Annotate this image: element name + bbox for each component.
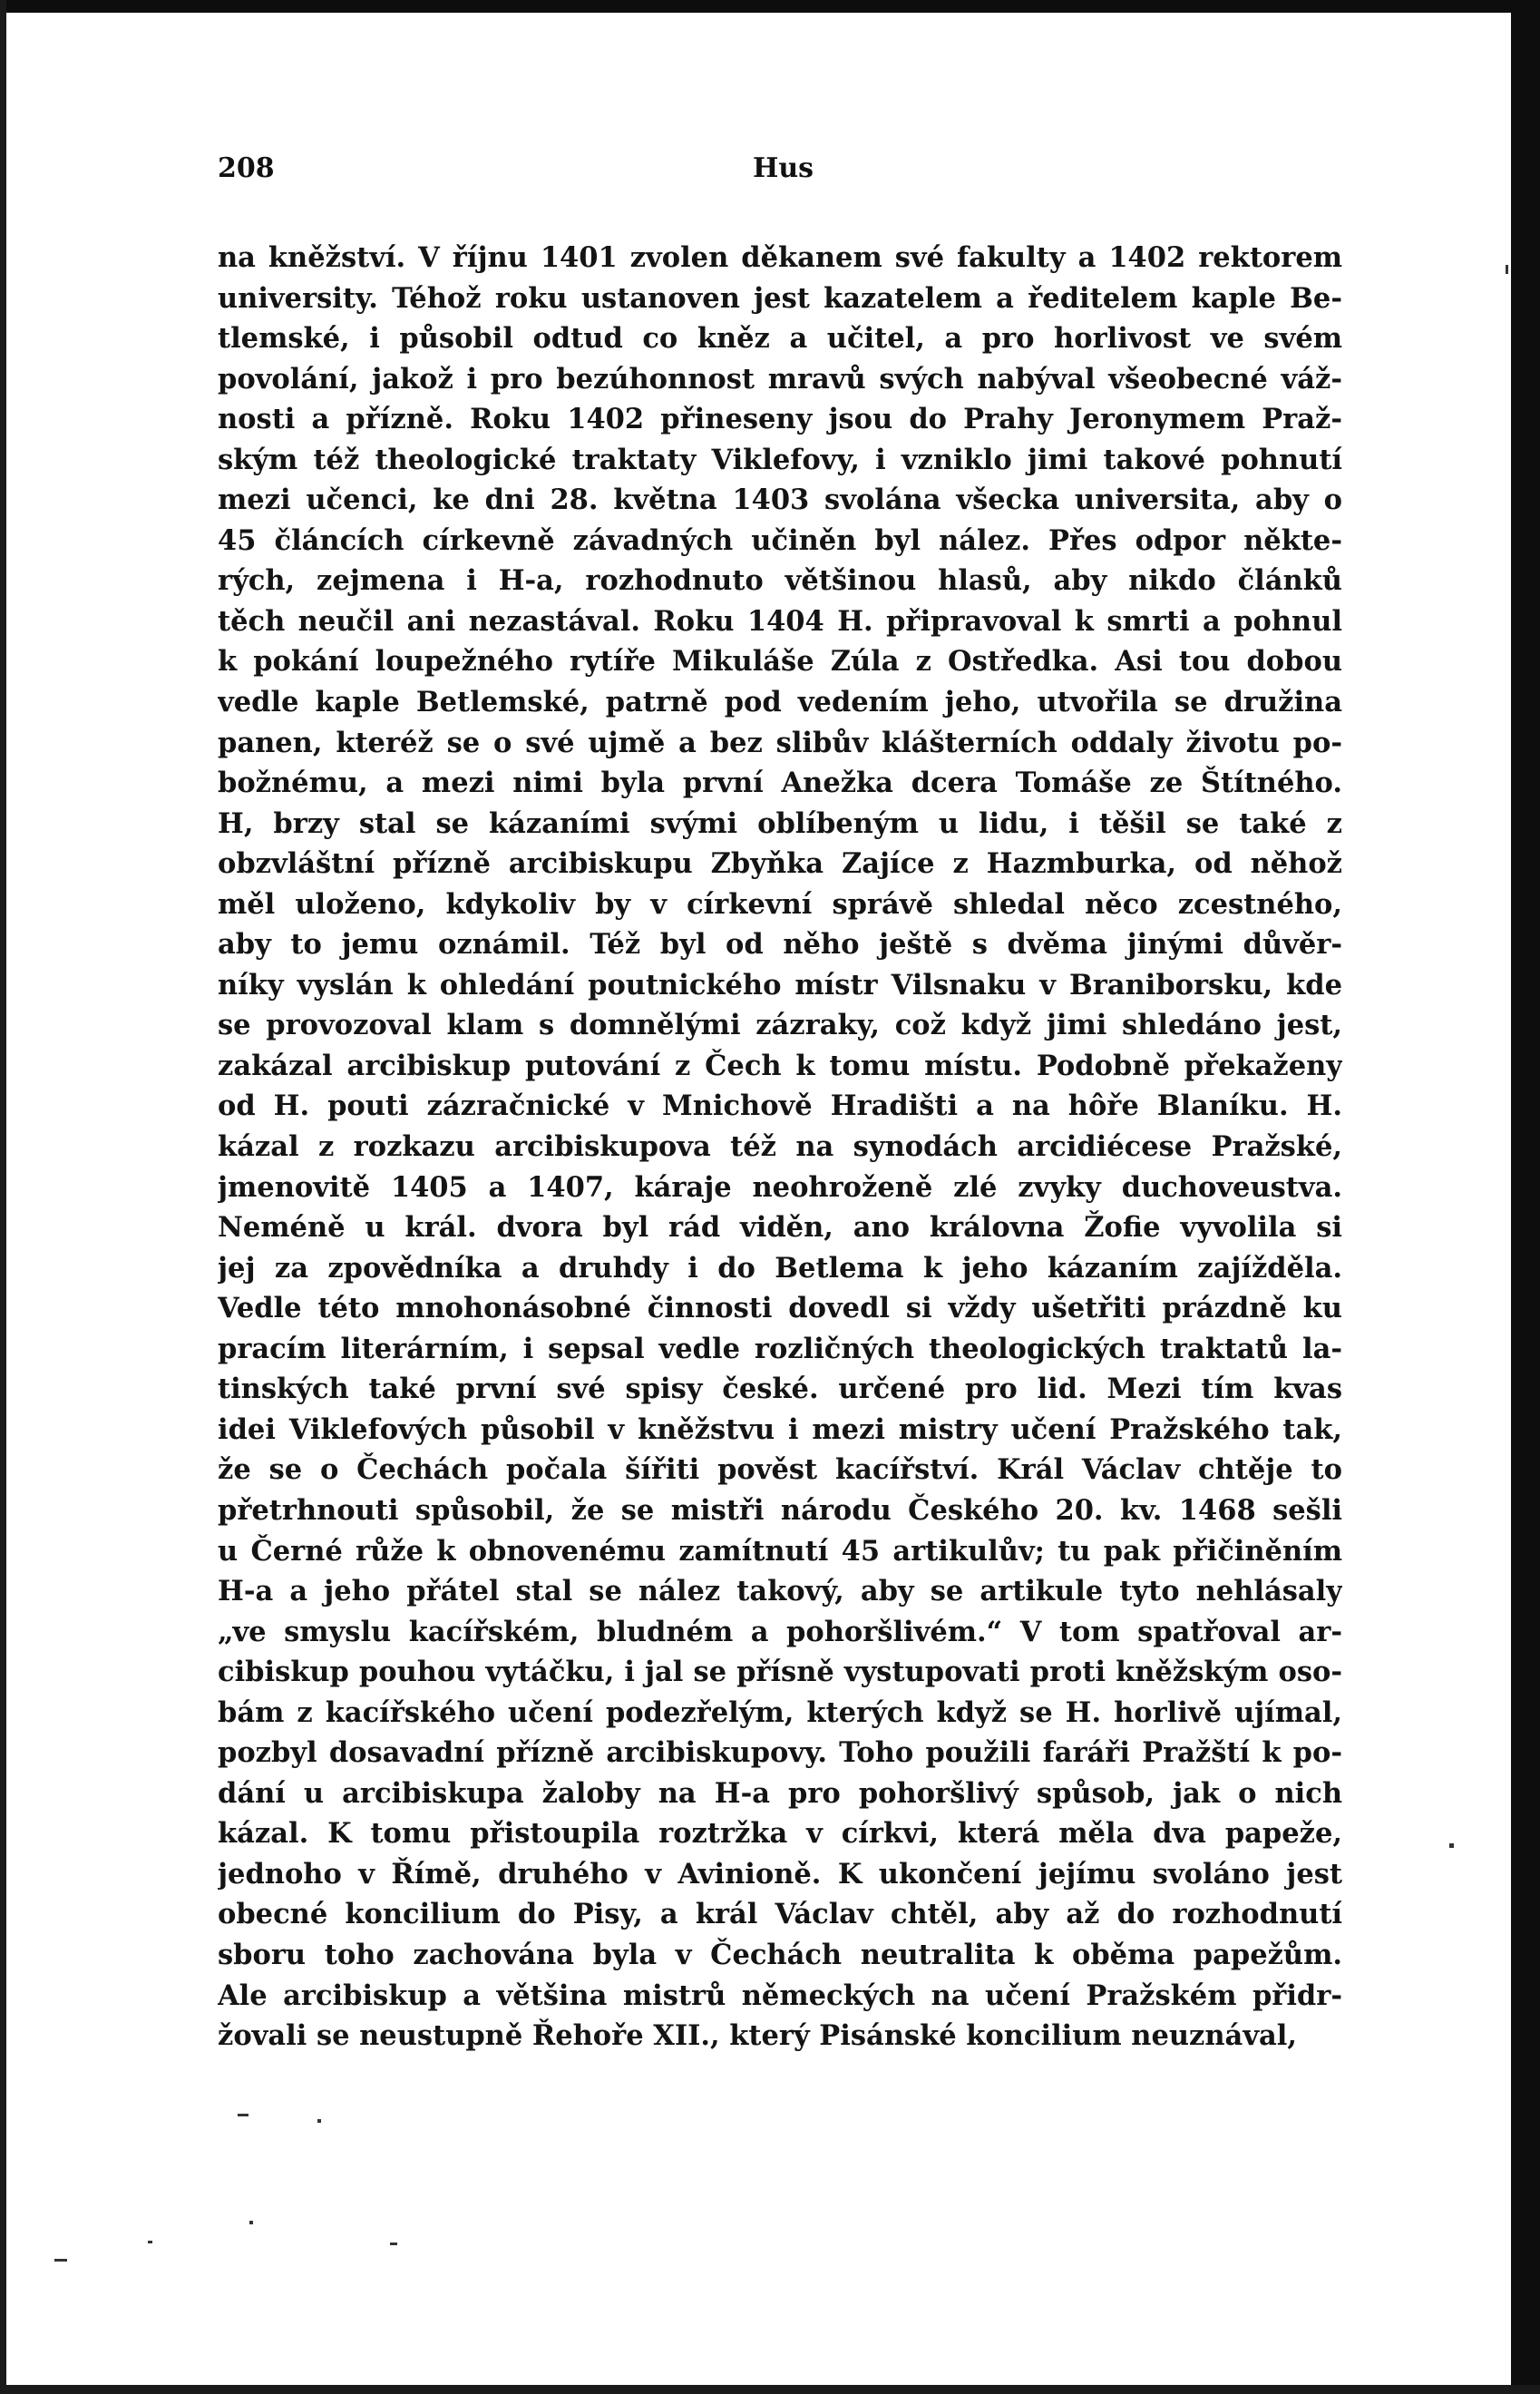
text-line: pozbyl dosavadní přízně arcibiskupovy. Toho použili faráři Pražští k po-	[218, 1736, 1342, 1770]
text-line: žovali se neustupně Řehoře XII., který Pisánské koncilium neuznával,	[218, 2019, 1298, 2053]
text-line: že se o Čechách počala šířiti pověst kacířství. Král Václav chtěje to	[218, 1453, 1342, 1487]
text-line: cibiskup pouhou vytáčku, i jal se přísně vystupovati proti kněžským oso-	[218, 1656, 1342, 1689]
text-line: zakázal arcibiskup putování z Čech k tomu místu. Podobně překaženy	[218, 1049, 1342, 1082]
scan-border-bottom	[0, 2385, 1540, 2394]
text-line: jmenovitě 1405 a 1407, káraje neohroženě zlé zvyky duchoveustva.	[218, 1170, 1342, 1204]
text-line: od H. pouti zázračnické v Mnichově Hradišti a na hôře Blaníku. H.	[218, 1090, 1342, 1123]
text-line: u Černé růže k obnovenému zamítnutí 45 artikulův; tu pak přičiněním	[218, 1534, 1342, 1568]
text-line: ským též theologické traktaty Viklefovy, i vzniklo jimi takové pohnutí	[218, 443, 1342, 476]
text-line: božnému, a mezi nimi byla první Anežka dcera Tomáše ze Štítného.	[218, 767, 1342, 800]
text-line: pracím literárním, i sepsal vedle rozličných theologických traktatů la-	[218, 1332, 1342, 1365]
text-line: povolání, jakož i pro bezúhonnost mravů svých nabýval všeobecné váž-	[218, 362, 1342, 396]
body-text	[218, 238, 1342, 2057]
text-line: kázal z rozkazu arcibiskupova též na synodách arcidiécese Pražské,	[218, 1130, 1342, 1164]
text-line: přetrhnouti spůsobil, že se mistři národu Českého 20. kv. 1468 sešli	[218, 1493, 1342, 1527]
text-line: níky vyslán k ohledání poutnického místr Vilsnaku v Braniborsku, kde	[218, 968, 1342, 1002]
text-line: bám z kacířského učení podezřelým, kterých když se H. horlivě ujímal,	[218, 1695, 1342, 1729]
text-line: měl uloženo, kdykoliv by v církevní správě shledal něco zcestného,	[218, 887, 1342, 921]
scan-border-left	[0, 0, 6, 2394]
text-line: idei Viklefových působil v kněžstvu i mezi mistry učení Pražského tak,	[218, 1412, 1342, 1446]
text-line: jednoho v Římě, druhého v Avinioně. K ukončení jejímu svoláno jest	[218, 1857, 1342, 1891]
text-line: tlemské, i působil odtud co kněz a učitel, a pro horlivost ve svém	[218, 322, 1342, 356]
text-line: obecné koncilium do Pisy, a král Václav chtěl, aby až do rozhodnutí	[218, 1898, 1342, 1931]
text-line: jej za zpovědníka a druhdy i do Betlema k jeho kázaním zajížděla.	[218, 1251, 1342, 1285]
scan-border-right	[1511, 0, 1540, 2394]
scan-border-top	[0, 0, 1540, 13]
text-line: Vedle této mnohonásobné činnosti dovedl si vždy ušetřiti prázdně ku	[218, 1292, 1342, 1325]
text-line: H-a a jeho přátel stal se nález takový, aby se artikule tyto nehlásaly	[218, 1575, 1342, 1608]
text-line: tinských také první své spisy české. určené pro lid. Mezi tím kvas	[218, 1373, 1342, 1406]
text-line: H, brzy stal se kázaními svými oblíbeným u lidu, i těšil se také z	[218, 806, 1342, 840]
text-line: university. Téhož roku ustanoven jest kazatelem a ředitelem kaple Be-	[218, 281, 1342, 315]
text-line: vedle kaple Betlemské, patrně pod vedením jeho, utvořila se družina	[218, 686, 1342, 719]
text-line: k pokání loupežného rytíře Mikuláše Zúla z Ostředka. Asi tou dobou	[218, 645, 1342, 679]
text-line: dání u arcibiskupa žaloby na H-a pro pohoršlivý spůsob, jak o nich	[218, 1776, 1342, 1810]
text-line: obzvláštní přízně arcibiskupu Zbyňka Zajíce z Hazmburka, od něhož	[218, 847, 1342, 881]
text-line: rých, zejmena i H-a, rozhodnuto většinou hlasů, aby nikdo článků	[218, 564, 1342, 598]
text-line: se provozoval klam s domnělými zázraky, což když jimi shledáno jest,	[218, 1009, 1342, 1042]
text-line: nosti a přízně. Roku 1402 přineseny jsou do Prahy Jeronymem Praž-	[218, 403, 1342, 436]
running-head	[218, 152, 1342, 189]
text-line: sboru toho zachována byla v Čechách neutralita k oběma papežům.	[218, 1938, 1342, 1971]
text-line: Neméně u král. dvora byl rád viděn, ano královna Žofie vyvolila si	[218, 1211, 1342, 1245]
text-line: „ve smyslu kacířském, bludném a pohoršlivém.“ V tom spatřoval ar-	[218, 1615, 1342, 1648]
text-line: těch neučil ani nezastával. Roku 1404 H. připravoval k smrti a pohnul	[218, 604, 1342, 638]
text-line: na kněžství. V říjnu 1401 zvolen děkanem své fakulty a 1402 rektorem	[218, 241, 1342, 274]
running-title: Hus	[753, 152, 814, 184]
text-line: kázal. K tomu přistoupila roztržka v církvi, která měla dva papeže,	[218, 1817, 1342, 1851]
page-number: 208	[218, 152, 275, 184]
text-line: aby to jemu oznámil. Též byl od něho ještě s dvěma jinými důvěr-	[218, 928, 1342, 962]
text-line: 45 článcích církevně závadných učiněn byl nález. Přes odpor někte-	[218, 523, 1342, 557]
text-line: panen, kteréž se o své ujmě a bez slibův klášterních oddaly životu po-	[218, 726, 1342, 759]
text-line: mezi učenci, ke dni 28. května 1403 svolána všecka universita, aby o	[218, 484, 1342, 517]
text-line: Ale arcibiskup a většina mistrů německých na učení Pražském přidr-	[218, 1979, 1342, 2012]
